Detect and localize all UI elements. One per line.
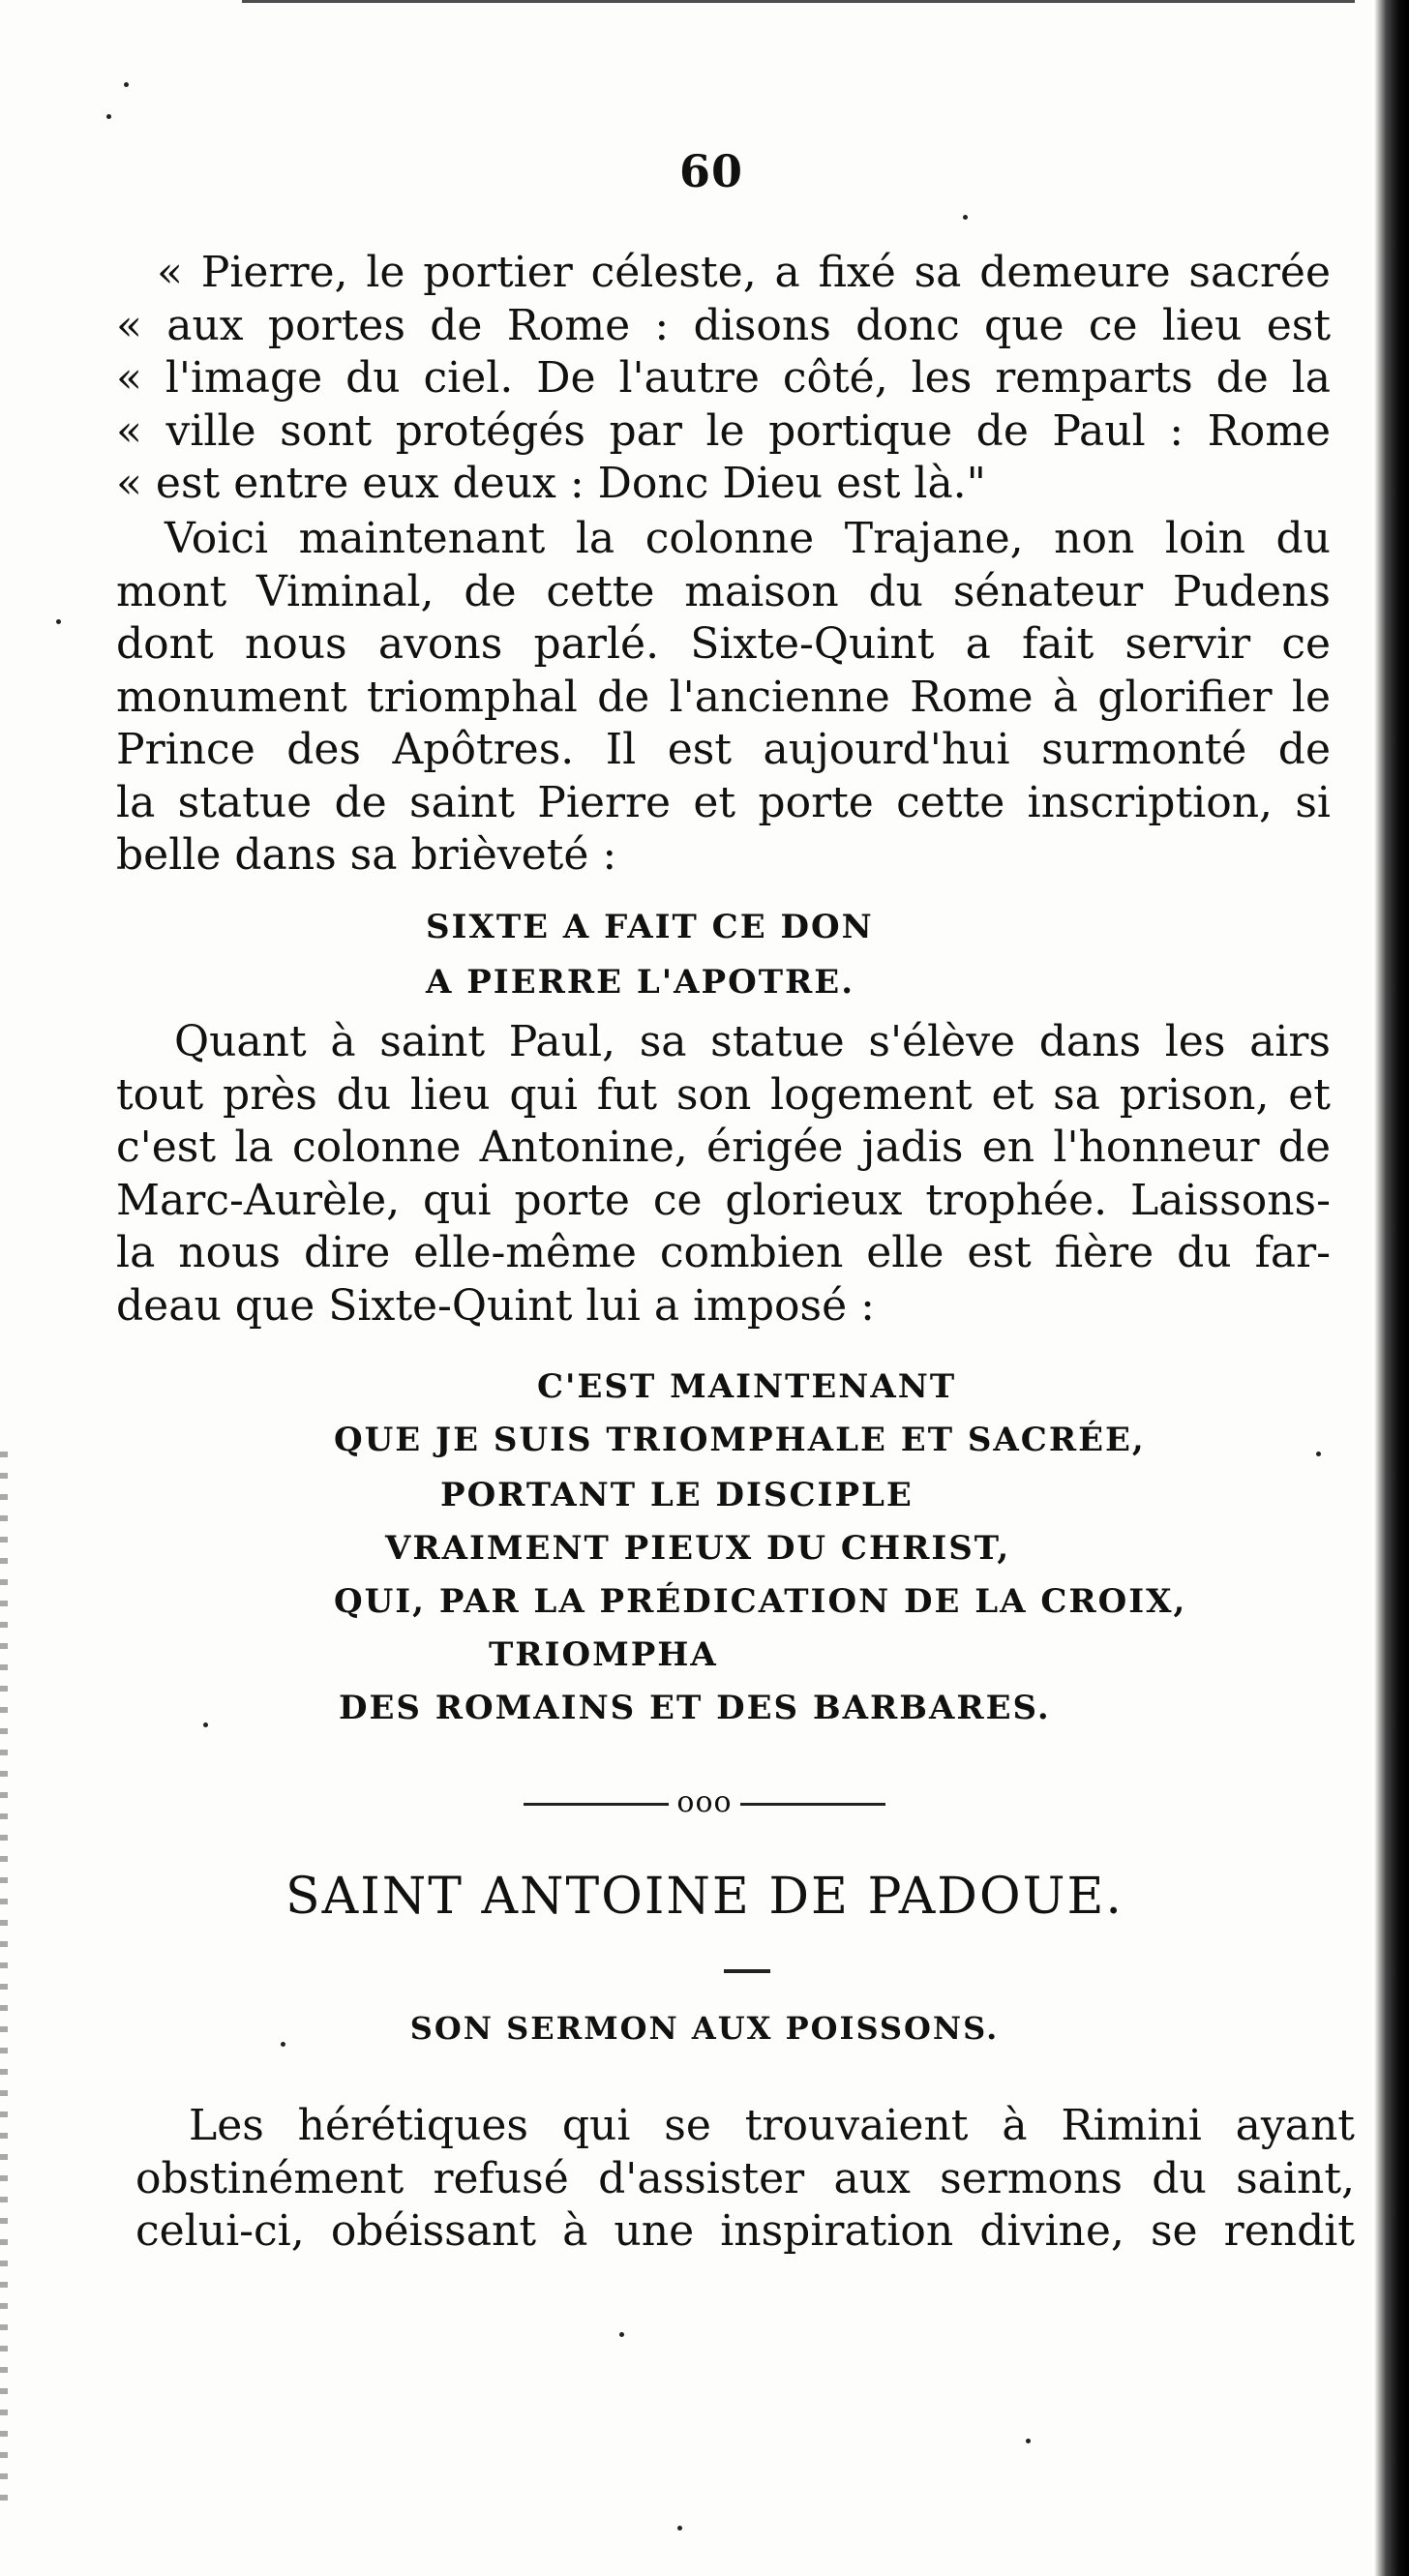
scan-speck (619, 2332, 624, 2337)
paragraph-line: obstinément refusé d'assister aux sermons du saint, (135, 2153, 1355, 2203)
section-subtitle: SON SERMON AUX POISSONS. (409, 2010, 1000, 2047)
paragraph-line: Marc-Aurèle, qui porte ce glorieux trophée. Laissons- (116, 1175, 1331, 1225)
paragraph-line: dont nous avons parlé. Sixte-Quint a fait servir ce (116, 619, 1331, 669)
paragraph-line: celui-ci, obéissant à une inspiration divine, se rendit (135, 2206, 1355, 2256)
inscription-line: A PIERRE L'APOTRE. (426, 963, 855, 1002)
scan-speck (124, 82, 129, 87)
scan-left-edge-noise (0, 1452, 8, 2516)
inscription-line: VRAIMENT PIEUX DU CHRIST, (385, 1529, 1011, 1568)
scan-right-edge-shadow (1374, 0, 1409, 2576)
quote-line: « aux portes de Rome : disons donc que ce lieu est (116, 300, 1331, 350)
paragraph-line: la nous dire elle-même combien elle est fière du far- (116, 1228, 1331, 1277)
scan-speck (1026, 2439, 1031, 2443)
quote-block (116, 247, 1331, 511)
inscription-line: SIXTE A FAIT CE DON (426, 908, 874, 946)
paragraph-trajan-column (116, 513, 1331, 883)
paragraph-line: Les hérétiques qui se trouvaient à Rimini ayant (189, 2101, 1355, 2150)
paragraph-antonine-column (116, 1016, 1331, 1333)
scan-speck (963, 215, 968, 220)
divider-ornament: ooo (676, 1785, 733, 1819)
paragraph-line: Quant à saint Paul, sa statue s'élève dans les airs (174, 1017, 1331, 1066)
inscription-line: QUI, PAR LA PRÉDICATION DE LA CROIX, (334, 1582, 1187, 1621)
inscription-line: QUE JE SUIS TRIOMPHALE ET SACRÉE, (334, 1421, 1146, 1459)
section-title: SAINT ANTOINE DE PADOUE. (285, 1868, 1124, 1926)
scan-speck (1316, 1452, 1321, 1456)
inscription-line: C'EST MAINTENANT (537, 1367, 957, 1406)
paragraph-line: monument triomphal de l'ancienne Rome à glorifier le (116, 672, 1331, 722)
divider-rule (740, 1803, 885, 1806)
scan-speck (281, 2042, 285, 2047)
quote-line: « l'image du ciel. De l'autre côté, les remparts de la (116, 353, 1331, 403)
paragraph-line: deau que Sixte-Quint lui a imposé : (116, 1280, 875, 1331)
inscription-line: TRIOMPHA (489, 1635, 718, 1674)
paragraph-line: Voici maintenant la colonne Trajane, non loin du (165, 514, 1331, 563)
paragraph-line: tout près du lieu qui fut son logement et sa prison, et (116, 1069, 1331, 1120)
page-number: 60 (678, 145, 743, 197)
ornamental-divider (0, 1785, 1409, 1819)
quote-line: « ville sont protégés par le portique de Paul : Rome (116, 405, 1331, 456)
scan-speck (677, 2526, 682, 2531)
quote-line: « Pierre, le portier céleste, a fixé sa demeure sacrée (157, 248, 1331, 297)
scan-speck (56, 619, 61, 624)
scan-speck (203, 1722, 208, 1727)
paragraph-line: c'est la colonne Antonine, érigée jadis en l'honneur de (116, 1123, 1331, 1172)
inscription-line: PORTANT LE DISCIPLE (440, 1476, 914, 1514)
paragraph-line: la statue de saint Pierre et porte cette inscription, si (116, 777, 1331, 827)
paragraph-sermon (135, 2100, 1355, 2259)
scan-speck (106, 114, 111, 119)
quote-line: « est entre eux deux : Donc Dieu est là." (116, 459, 986, 508)
paragraph-line: mont Viminal, de cette maison du sénateur Pudens (116, 566, 1331, 616)
scan-top-edge (242, 0, 1355, 3)
title-short-rule (724, 1969, 770, 1973)
paragraph-line: belle dans sa brièveté : (116, 830, 617, 880)
inscription-line: DES ROMAINS ET DES BARBARES. (339, 1689, 1051, 1727)
divider-rule (524, 1803, 669, 1806)
paragraph-line: Prince des Apôtres. Il est aujourd'hui surmonté de (116, 725, 1331, 774)
